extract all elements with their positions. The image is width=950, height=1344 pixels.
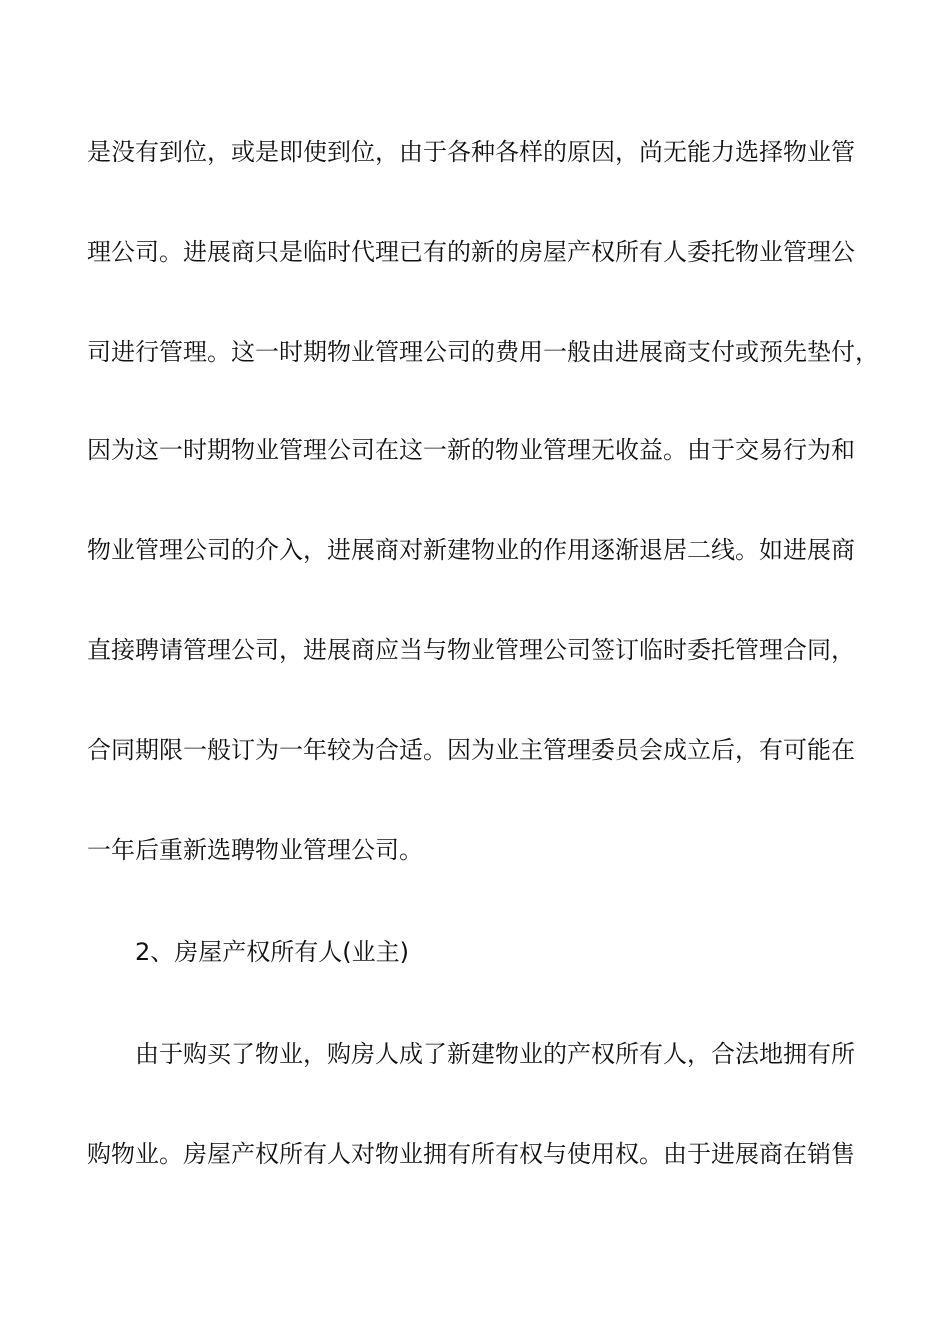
paragraph-line: 物业管理公司的介入，进展商对新建物业的作用逐渐退居二线。如进展商 <box>87 536 855 564</box>
paragraph-line: 购物业。房屋产权所有人对物业拥有所有权与使用权。由于进展商在销售 <box>87 1140 855 1168</box>
paragraph-line: 是没有到位，或是即使到位，由于各种各样的原因，尚无能力选择物业管 <box>87 138 855 166</box>
paragraph-line: 合同期限一般订为一年较为合适。因为业主管理委员会成立后，有可能在 <box>87 736 855 764</box>
paragraph-line: 理公司。进展商只是临时代理已有的新的房屋产权所有人委托物业管理公 <box>87 238 855 266</box>
paragraph-line: 由于购买了物业，购房人成了新建物业的产权所有人，合法地拥有所 <box>135 1040 855 1068</box>
section-heading: 2、房屋产权所有人(业主) <box>135 938 409 966</box>
paragraph-line: 司进行管理。这一时期物业管理公司的费用一般由进展商支付或预先垫付， <box>87 338 879 366</box>
paragraph-line: 直接聘请管理公司，进展商应当与物业管理公司签订临时委托管理合同， <box>87 636 855 664</box>
paragraph-line: 一年后重新选聘物业管理公司。 <box>87 836 423 864</box>
paragraph-line: 因为这一时期物业管理公司在这一新的物业管理无收益。由于交易行为和 <box>87 436 855 464</box>
